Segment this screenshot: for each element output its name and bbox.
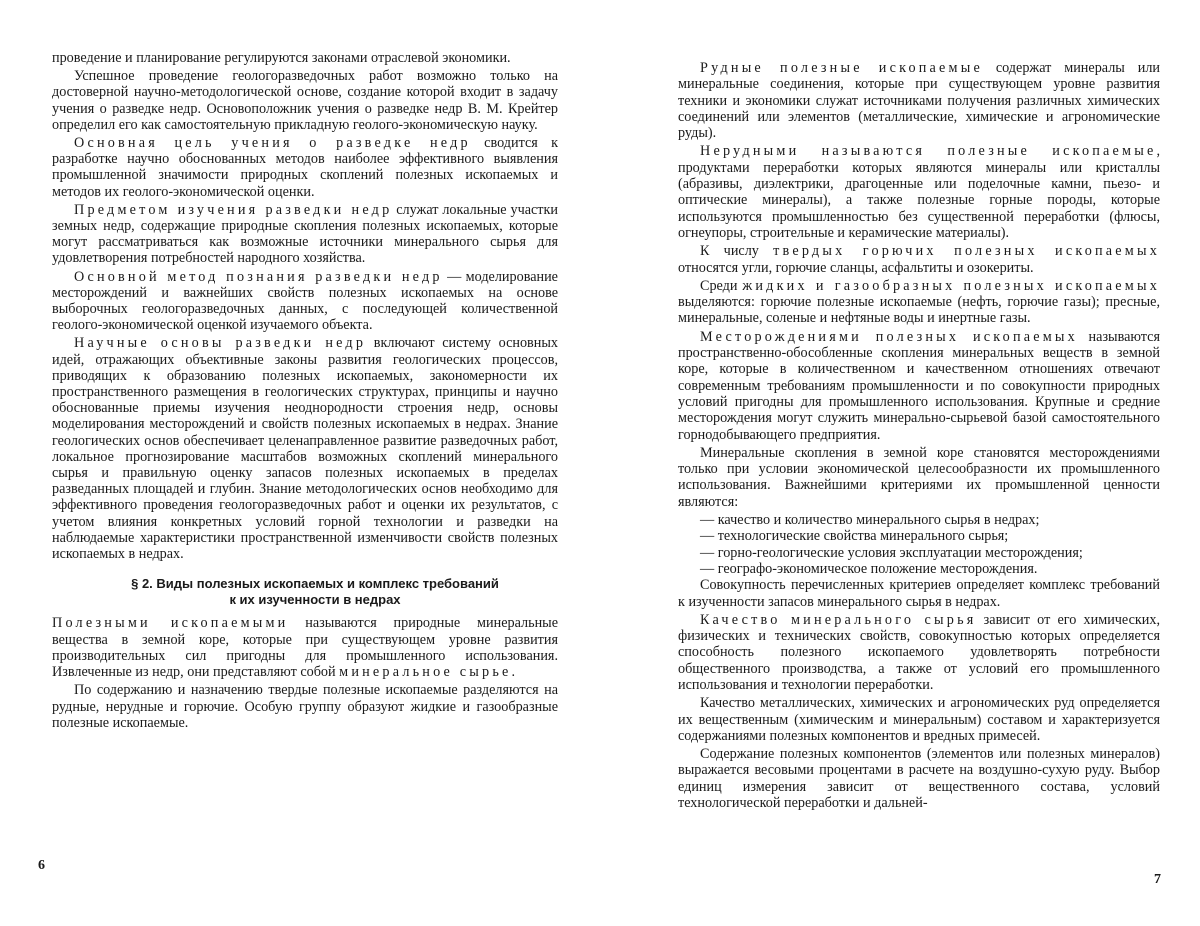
paragraph [52,269,558,334]
right-paragraphs-top [678,60,1160,510]
paragraph-lead-term: Предметом изучения разведки недр [74,201,393,218]
paragraph [52,202,558,267]
paragraph-lead-term: твердых горючих полезных ископаемых [773,243,1160,260]
right-paragraphs-bottom [678,577,1160,811]
paragraph-text: Среди [700,277,743,294]
paragraph [52,50,558,66]
paragraph-text: , продуктами переработки которых являются минералы или кристаллы (абразивы, диэлектрики, драгоценные или поделочные камни, пьезо- и оптические минералы), а также полезные горные породы, которые используются промышленностью без существенной переработки (флюсы, огнеупоры, строительные и керамические материалы). [678,143,1160,241]
paragraph [52,682,558,731]
paragraph-lead-term: Месторождениями полезных ископаемых [700,328,1078,345]
paragraph-text: Совокупность перечисленных критериев определяет комплекс требований к изученности запасов минерального сырья в недрах. [678,577,1160,610]
right-page [600,0,1200,926]
list-item: — технологические свойства минерального сырья; [700,528,1009,545]
paragraph [678,695,1160,744]
paragraph-text: включают систему основных идей, отражающих объективные законы развития геологических процессов, приводящих к образованию полезных ископаемых, закономерности их пространственного размещения в геологических структурах, принципы и научно обоснованные приемы изучения неоднородности строения недр, основы моделирования месторождений и свойств полезных ископаемых в недрах. Знание геологических основ обеспечивает целенаправленное развитие разведочных работ, локальное прогнозирование масштабов возможных скоплений минерального сырья и правильную оценку запасов полезных ископаемых в пределах разведанных площадей и глубин. Знание методологических основ необходимо для эффективного проведения геологоразведочных работ и оценки их результатов, с учетом влияния конкретных условий горной технологии и разведки на наблюдаемые характеристики пространственной изменчивости свойств полезных ископаемых в недрах. [52,335,558,563]
paragraph [678,278,1160,327]
paragraph-text: выделяются: горючие полезные ископаемые (нефть, горючие газы); пресные, минеральные, соленые и нефтяные воды и инертные газы. [678,294,1160,327]
paragraph-lead-term: Научные основы разведки недр [74,335,367,352]
paragraph [678,243,1160,276]
paragraph-lead-term: Полезными ископаемыми [52,615,289,632]
paragraph-lead-term: Основной метод познания разведки недр [74,268,443,285]
paragraph-lead-term: Основная цель учения о разведке недр [74,135,471,152]
paragraph-text: — моделирование месторождений и важнейших свойств полезных ископаемых на основе выборочных геологоразведочных данных, с последующей количественной геолого-экономической оценкой изучаемого объекта. [52,268,558,334]
paragraph-text: относятся угли, горючие сланцы, асфальтиты и озокериты. [678,259,1034,276]
paragraph [678,577,1160,610]
left-paragraphs-bottom [52,615,558,730]
page-number-left: 6 [38,858,45,873]
paragraph-text: служат локальные участки земных недр, содержащие природные скопления полезных ископаемых, которые могут рассматриваться как возможные источники минерального сырья для удовлетворения потребностей народного хозяйства. [52,201,558,267]
paragraph-text: Успешное проведение геологоразведочных работ возможно только на достоверной научно-методологической основе, создание которой входит в задачу учения о разведке недр. Основоположник учения о разведке недр В. М. Крейтер определил его как самостоятельную прикладную геолого-экономическую науку. [52,68,558,133]
paragraph-text: Качество металлических, химических и агрономических руд определяется их вещественным (химическим и минеральным) составом и характеризуется содержаниями полезных компонентов и вредных примесей. [678,695,1160,744]
paragraph [678,60,1160,141]
paragraph-text: содержат минералы или минеральные соединения, которые при существующем уровне развития техники и экономики служат источниками получения различных химических соединений или элементов (металлические, химические и агрономические руды). [678,60,1160,142]
paragraph-lead-term: жидких и газообразных полезных ископаемых [742,277,1160,294]
paragraph [52,135,558,200]
paragraph-lead-term: Рудные полезные ископаемые [700,60,983,76]
list-item: — качество и количество минерального сырья в недрах; [700,512,1040,529]
paragraph [52,68,558,133]
left-paragraphs-top [52,50,558,562]
paragraph [52,615,558,680]
paragraph-lead-term: Нерудными называются полезные ископаемые [700,143,1157,160]
paragraph-text: сводится к разработке научно обоснованных методов наиболее эффективного выявления промышленной значимости природных скоплений полезных ископаемых и методов их геолого-экономической оценки. [52,135,558,200]
page-number-right: 7 [1154,872,1161,887]
paragraph-text: По содержанию и назначению твердые полезные ископаемые разделяются на рудные, нерудные и горючие. Особую группу образуют жидкие и газообразные полезные ископаемые. [52,682,558,731]
paragraph-text: называются природные минеральные вещества в земной коре, которые при существующем уровне развития производительных сил пригодны для промышленного использования. Извлеченные из недр, они представляют собой [52,615,559,681]
paragraph [678,746,1160,811]
paragraph-text: Минеральные скопления в земной коре становятся месторождениями только при условии экономической целесообразности их промышленного использования. Важнейшими критериями их промышленной ценности являются: [678,444,1160,510]
paragraph-lead-term: минеральное сырье [339,664,512,681]
paragraph [678,329,1160,443]
section-heading-line1: § 2. Виды полезных ископаемых и комплекс требований [131,576,499,592]
criteria-list [678,512,1160,577]
paragraph [678,445,1160,510]
list-item: — географо-экономическое положение месторождения. [700,560,1038,577]
paragraph-text: проведение и планирование регулируются законами отраслевой экономики. [52,50,511,66]
paragraph-text: К числу [700,243,774,260]
paragraph-text: зависит от его химических, физических и технических свойств, совокупностью которых определяется способность полезного ископаемого удовлетворять потребности общественного производства, а также от условий его промышленного использования и технологии переработки. [678,611,1160,693]
paragraph [678,612,1160,693]
paragraph [52,335,558,562]
list-item: — горно-геологические условия эксплуатации месторождения; [700,544,1083,561]
paragraph-text: называются пространственно-обособленные скопления минеральных веществ в земной коре, которые в количественном и качественном отношениях отвечают современным требованиям промышленности и по совокупности природных условий пригодны для промышленного использования. Крупные и средние месторождения могут служить минерально-сырьевой базой самостоятельного горнодобывающего предприятия. [678,328,1161,443]
section-heading [72,576,558,607]
paragraph-text: Содержание полезных компонентов (элементов или полезных минералов) выражается весовыми процентами в расчете на воздушно-сухую руду. Выбор единиц измерения зависит от вещественного состава, условий технологической переработки и дальней- [678,746,1160,812]
paragraph [678,143,1160,241]
section-heading-line2: к их изученности в недрах [229,591,401,607]
paragraph-text: . [511,664,516,681]
paragraph-lead-term: Качество минерального сырья [700,611,977,628]
